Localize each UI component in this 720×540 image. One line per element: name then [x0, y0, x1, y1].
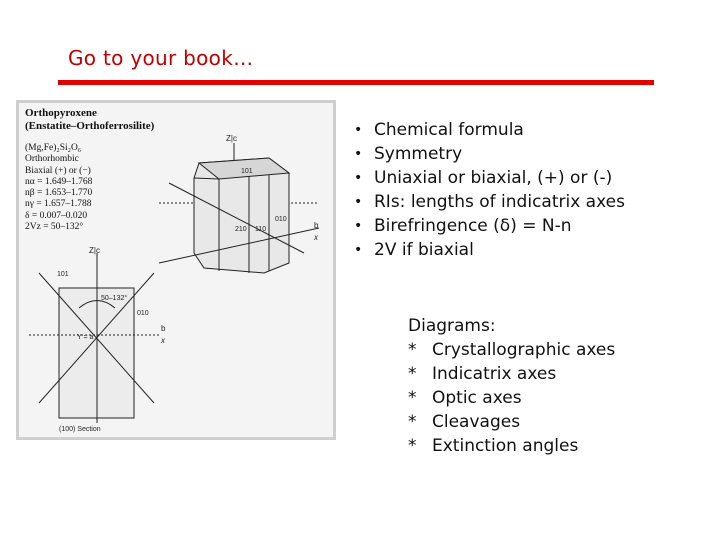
asterisk-bullet: * — [408, 436, 417, 456]
diagrams-heading: Diagrams: — [408, 316, 496, 336]
diagram-item-label: Optic axes — [432, 388, 522, 408]
label-face-010-top: 010 — [275, 216, 287, 223]
asterisk-bullet: * — [408, 364, 417, 384]
bullet-item: • RIs: lengths of indicatrix axes — [352, 190, 625, 214]
diagram-item — [408, 362, 615, 386]
figure-page — [19, 103, 333, 437]
diagram-item-label: Extinction angles — [432, 436, 579, 456]
label-b-top: b — [314, 221, 319, 230]
bullet-item: • Uniaxial or biaxial, (+) or (-) — [352, 166, 625, 190]
diagram-item — [408, 338, 615, 362]
mineral-2v: 2Vz = 50–132° — [25, 222, 84, 233]
label-x-top: x — [314, 233, 318, 242]
slide-title: Go to your book… — [68, 46, 254, 70]
label-b-bottom: b — [161, 324, 166, 333]
property-list — [352, 118, 625, 262]
mineral-n-alpha: nα = 1.649–1.768 — [25, 176, 93, 187]
label-y-a: Y = a — [77, 334, 94, 341]
bullet-item: • Chemical formula — [352, 118, 625, 142]
diagram-item — [408, 410, 615, 434]
title-underline — [58, 80, 654, 85]
diagram-item-label: Indicatrix axes — [432, 364, 557, 384]
asterisk-bullet: * — [408, 340, 417, 360]
mineral-formula: (Mg,Fe)₂Si₂O₆ — [25, 143, 82, 153]
diagram-item-label: Crystallographic axes — [432, 340, 616, 360]
section-caption: (100) Section — [59, 426, 101, 433]
asterisk-bullet: * — [408, 412, 417, 432]
mineral-delta: δ = 0.007–0.020 — [25, 210, 88, 221]
mineral-properties — [25, 143, 92, 233]
bullet-item: • 2V if biaxial — [352, 238, 625, 262]
bullet-item: • Symmetry — [352, 142, 625, 166]
label-face-101-bottom: 101 — [57, 271, 69, 278]
mineral-name — [25, 107, 154, 133]
mineral-name-line-2: (Enstatite–Orthoferrosilite) — [25, 120, 155, 132]
mineral-optic-sign: Biaxial (+) or (−) — [25, 165, 91, 176]
mineral-n-gamma: nγ = 1.657–1.788 — [25, 199, 92, 210]
diagram-item — [408, 386, 615, 410]
label-angle-range: 50–132° — [101, 295, 128, 302]
label-zc-top: Z|c — [226, 134, 237, 143]
asterisk-bullet: * — [408, 388, 417, 408]
mineral-system: Orthorhombic — [25, 154, 79, 165]
label-face-210: 210 — [235, 226, 247, 233]
diagrams-list — [408, 314, 615, 458]
label-face-101-top: 101 — [241, 168, 253, 175]
label-face-110: 110 — [255, 226, 267, 233]
label-zc-bottom: Z|c — [89, 246, 100, 255]
label-face-010-bottom: 010 — [137, 310, 149, 317]
mineral-n-beta: nβ = 1.653–1.770 — [25, 188, 93, 199]
bullet-item: • Birefringence (δ) = N-n — [352, 214, 625, 238]
mineral-name-line-1: Orthopyroxene — [25, 107, 97, 119]
label-x-bottom: x — [161, 336, 165, 345]
diagram-item — [408, 434, 615, 458]
section-drawing-bottom — [29, 253, 159, 423]
crystal-drawing-top — [159, 143, 319, 273]
diagram-item-label: Cleavages — [432, 412, 521, 432]
